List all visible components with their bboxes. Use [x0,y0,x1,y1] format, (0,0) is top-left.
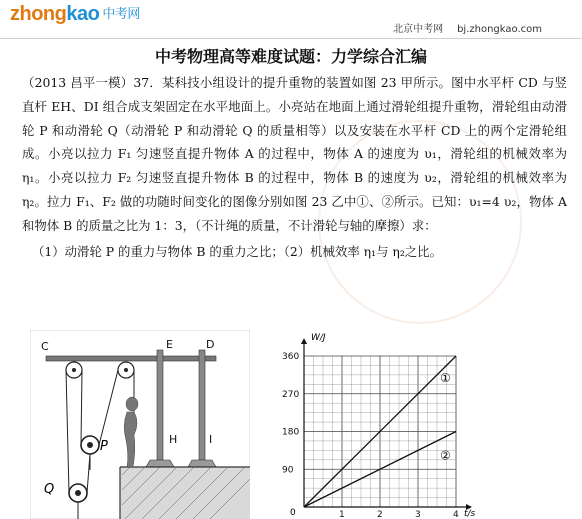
label-c: C [41,340,49,353]
problem-statement: （2013 昌平一模）37．某科技小组设计的提升重物的装置如图 23 甲所示。图中水平杆 CD 与竖直杆 EH、DI 组合成支架固定在水平地面上。小亮站在地面上通过滑轮组提升重物，滑轮组由动滑轮 P 和动滑轮 Q（动滑轮 P 和动滑轮 Q 的质量相等）以及安装在水平杆 CD 上的两个定滑轮组成。小亮以拉力 F₁ 匀速竖直提升物体 A 的过程中，物体 A 的速度为 υ₁，滑轮组的机械效率为 η₁。小亮以拉力 F₂ 匀速竖直提升物体 B 的过程中，物体 B 的速度为 υ₂，滑轮组的机械效率为 η₂。拉力 F₁、F₂ 做的功随时间变化的图像分别如图 23 乙中①、②所示。已知：υ₁=4 υ₂，物体 A 和物体 B 的质量之比为 1：3，（不计绳的质量，不计滑轮与轴的摩擦）求： [22,75,567,233]
site-name: 北京中考网 [393,24,444,35]
x-tick-label: 2 [377,510,383,519]
x-tick-label: 1 [339,510,345,519]
page-title: 中考物理高等难度试题：力学综合汇编 [154,47,427,66]
label-q: Q [44,482,55,497]
label-i: I [209,433,213,446]
x-tick-label: 3 [415,510,421,519]
rod-cd [46,356,216,361]
origin-label: 0 [290,508,296,518]
pulley-apparatus-figure [30,330,250,519]
logo-text-kao: kao [66,3,100,25]
base-i [188,460,216,467]
x-axis-label: t/s [464,509,476,519]
work-time-chart [268,330,478,519]
y-tick-label: 270 [282,389,300,400]
rod-eh [157,350,163,460]
y-axis-label: W/J [311,333,326,343]
logo-text-cn: 中考网 [102,6,140,21]
label-h: H [169,433,178,446]
label-p: P [100,439,108,454]
y-tick-label: 360 [282,352,300,362]
label-e: E [166,338,173,351]
label-d: D [206,338,215,351]
site-url[interactable]: bj.zhongkao.com [457,24,542,35]
site-header [0,0,582,39]
series-label-1: ① [440,371,451,385]
y-tick-label: 90 [282,465,294,476]
y-tick-label: 180 [282,427,300,438]
site-logo[interactable] [10,3,140,26]
logo-text-zhong: zhong [10,3,67,25]
site-info [379,20,542,35]
series-label-2: ② [440,448,451,463]
problem-text [22,71,567,263]
x-tick-label: 4 [453,510,459,519]
base-h [146,460,174,467]
problem-questions: （1）动滑轮 P 的重力与物体 B 的重力之比；（2）机械效率 η₁与 η₂之比。 [32,243,442,259]
rod-di [199,350,205,460]
y-axis-arrow [301,338,307,344]
